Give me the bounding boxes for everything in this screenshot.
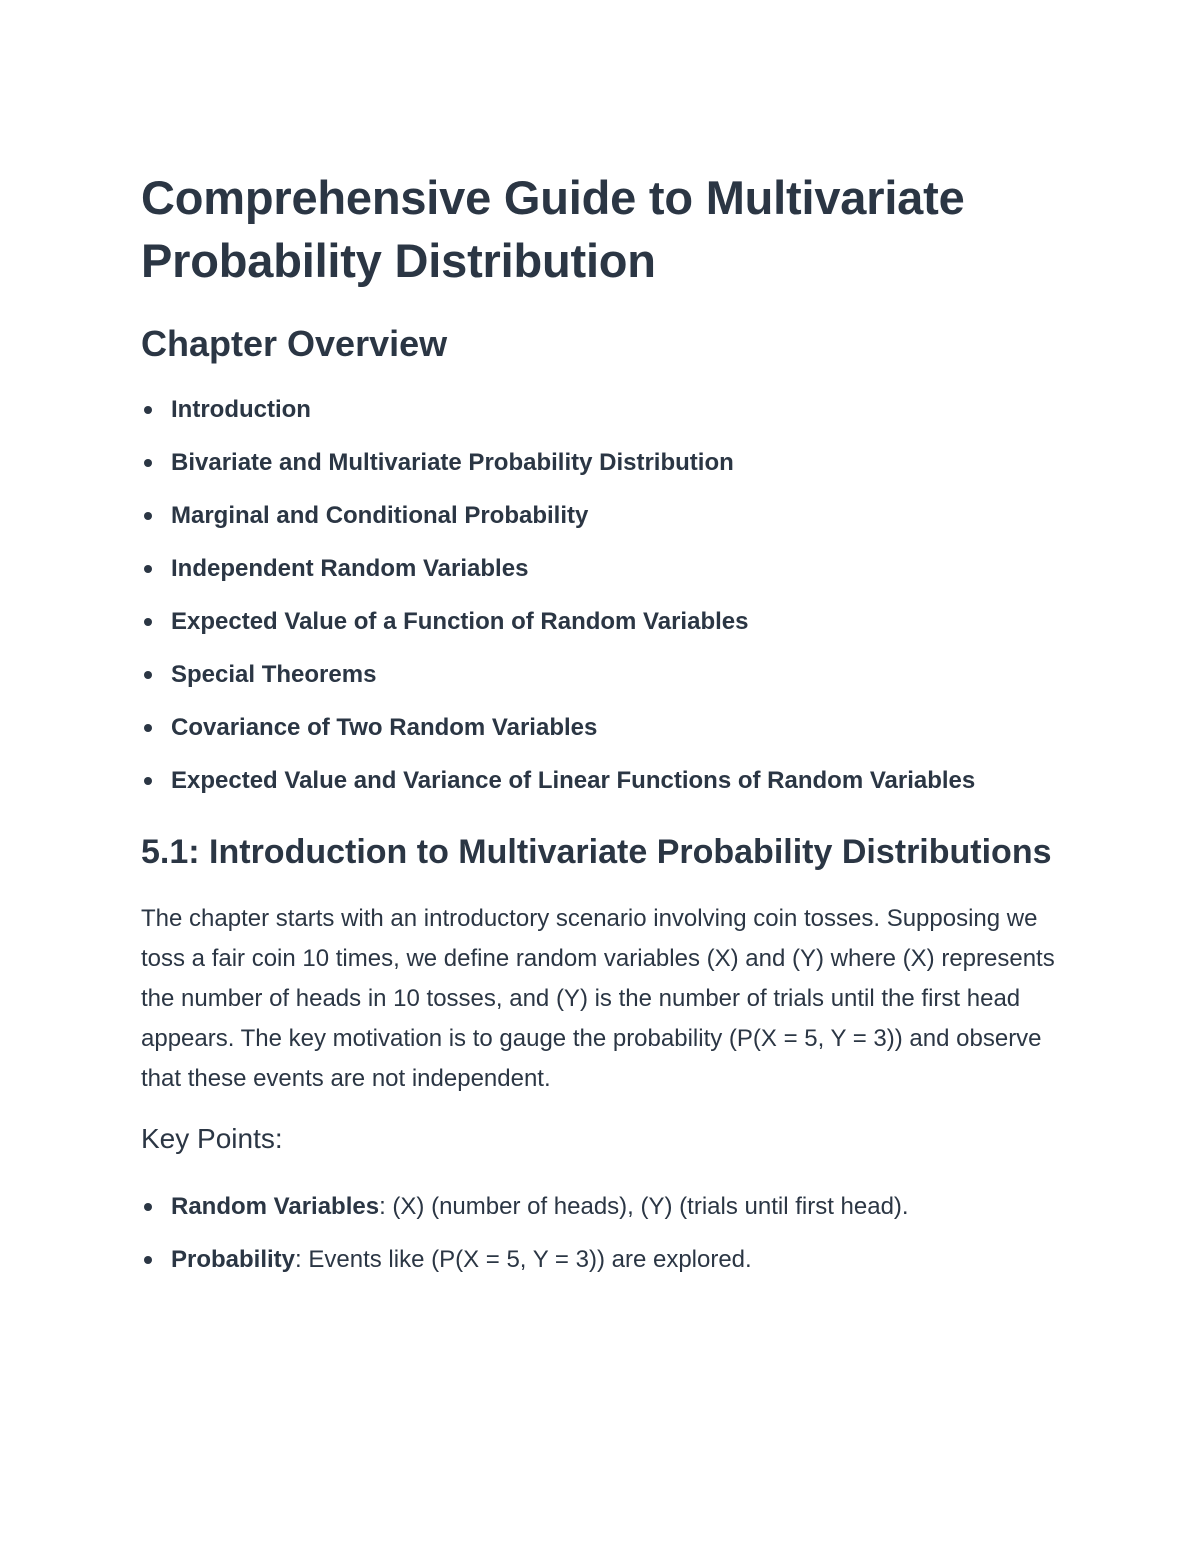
key-point-text: : (X) (number of heads), (Y) (trials until first head). (379, 1193, 909, 1220)
list-item (141, 602, 1060, 642)
bullet-icon (144, 565, 152, 573)
key-point-text: : Events like (P(X = 5, Y = 3)) are explored. (295, 1246, 752, 1273)
list-item (141, 1240, 1060, 1280)
list-item-label: Special Theorems (171, 661, 377, 688)
bullet-icon (144, 459, 152, 467)
bullet-icon (144, 1203, 152, 1211)
list-item-label: Expected Value of a Function of Random Variables (171, 608, 749, 635)
bullet-icon (144, 1256, 152, 1264)
bullet-icon (144, 618, 152, 626)
document-title: Comprehensive Guide to Multivariate Probability Distribution (141, 171, 965, 287)
list-item (141, 655, 1060, 695)
list-item (141, 761, 1060, 801)
bullet-icon (144, 724, 152, 732)
section-paragraph: The chapter starts with an introductory scenario involving coin tosses. Supposing we toss a fair coin 10 times, we define random variables (X) and (Y) where (X) represents the number of heads in 10 tosses, and (Y) is the number of trials until the first head appears. The key motivation is to gauge the probability (P(X = 5, Y = 3)) and observe that these events are not independent. (141, 905, 1055, 1092)
section-heading: 5.1: Introduction to Multivariate Probability Distributions (141, 833, 1052, 871)
key-points-heading: Key Points: (141, 1123, 283, 1154)
list-item-label: Bivariate and Multivariate Probability Distribution (171, 449, 734, 476)
list-item-label: Introduction (171, 396, 311, 423)
list-item-label: Marginal and Conditional Probability (171, 502, 589, 529)
list-item-label: Independent Random Variables (171, 555, 529, 582)
list-item-label: Covariance of Two Random Variables (171, 714, 598, 741)
key-point-term: Random Variables (171, 1193, 380, 1220)
key-points-list (141, 1187, 1060, 1280)
list-item (141, 708, 1060, 748)
list-item (141, 549, 1060, 589)
chapter-overview-list (141, 390, 1060, 801)
bullet-icon (144, 406, 152, 414)
list-item-label: Expected Value and Variance of Linear Functions of Random Variables (171, 767, 976, 794)
chapter-overview-heading: Chapter Overview (141, 323, 448, 364)
bullet-icon (144, 512, 152, 520)
list-item (141, 443, 1060, 483)
bullet-icon (144, 671, 152, 679)
bullet-icon (144, 777, 152, 785)
list-item (141, 1187, 1060, 1227)
list-item (141, 390, 1060, 430)
list-item (141, 496, 1060, 536)
key-point-term: Probability (171, 1246, 296, 1273)
